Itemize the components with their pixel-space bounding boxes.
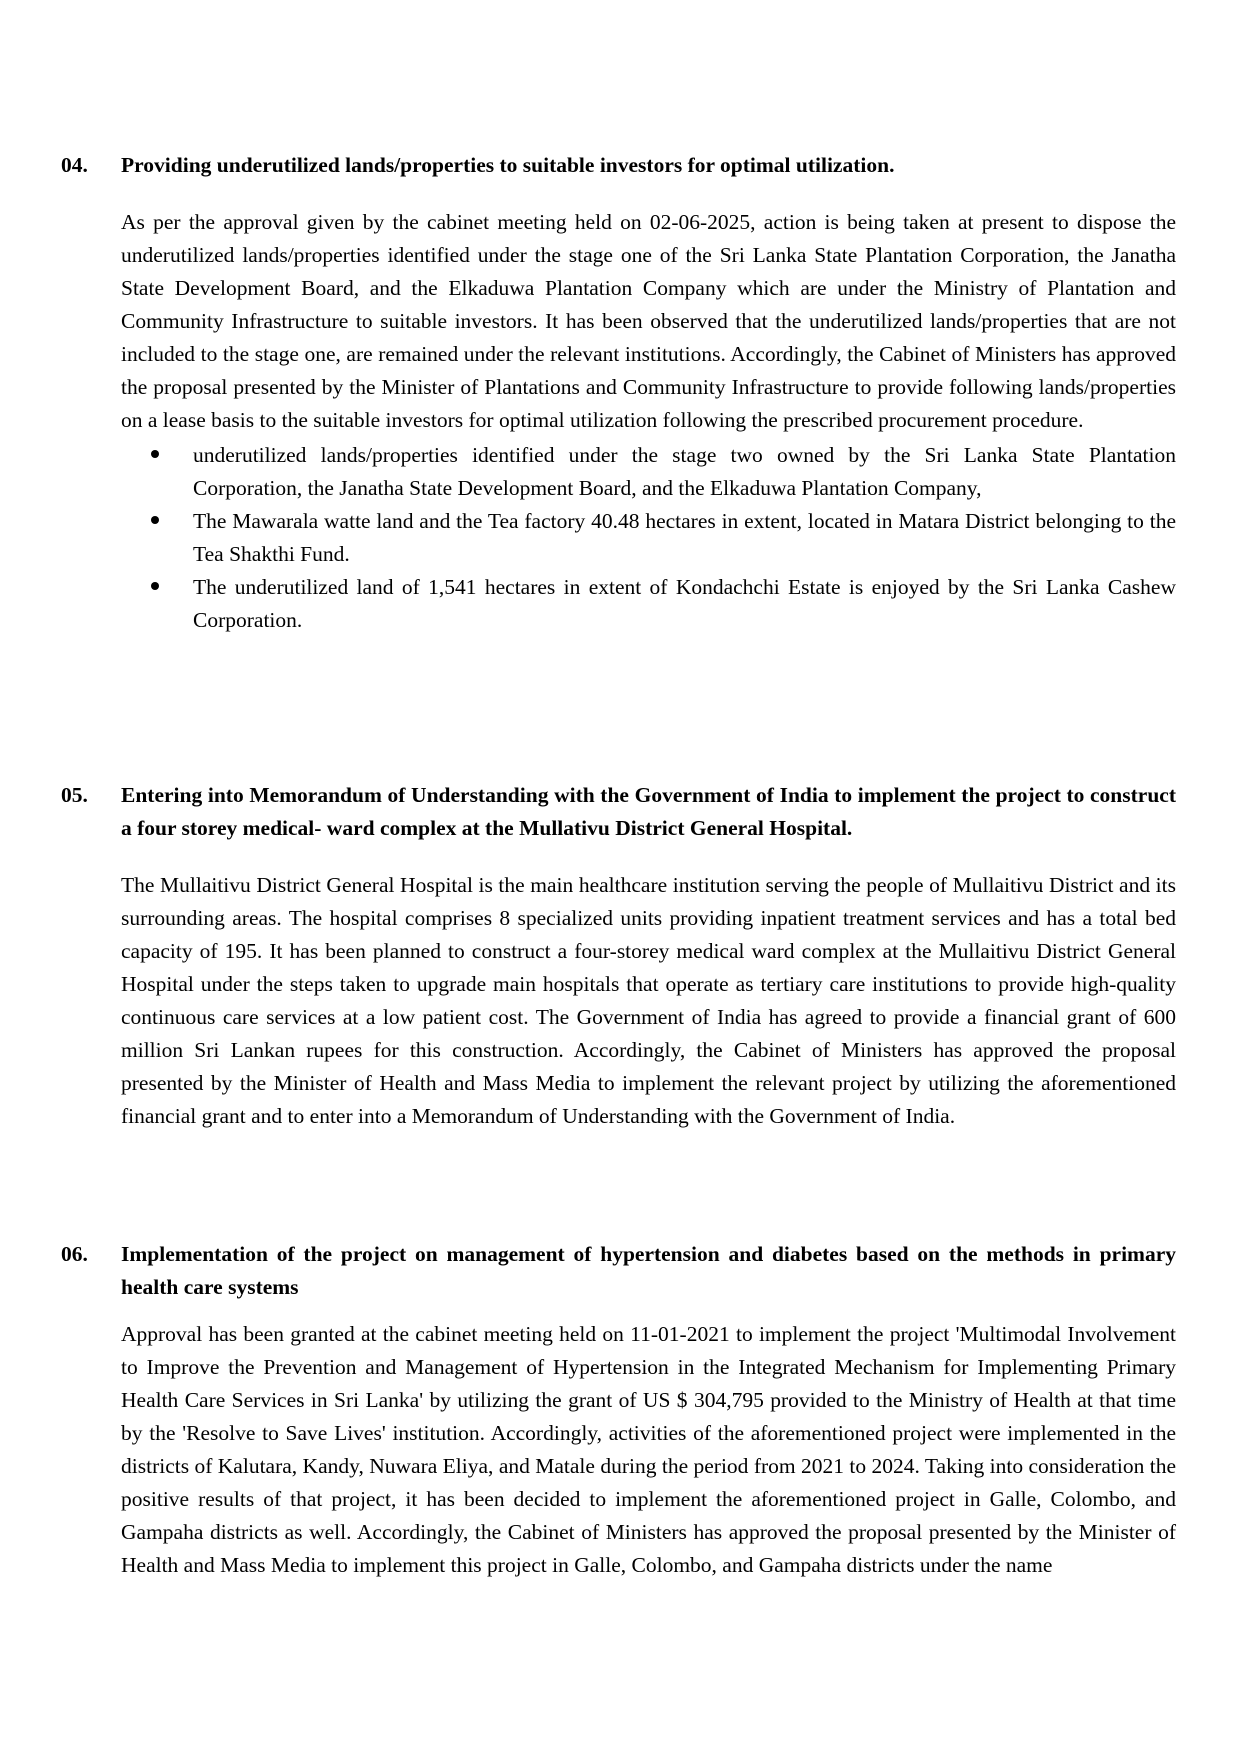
list-item-text: The Mawarala watte land and the Tea factory 40.48 hectares in extent, located in Matara District belonging to the Tea Shakthi Fund. [193,509,1176,566]
section-heading [61,779,1176,845]
section-paragraph: Approval has been granted at the cabinet meeting held on 11-01-2021 to implement the project 'Multimodal Involvement to Improve the Prevention and Management of Hypertension in the Integrated Mechanism for Implementing Primary Health Care Services in Sri Lanka' by utilizing the grant of US $ 304,795 provided to the Ministry of Health at that time by the 'Resolve to Save Lives' institution. Accordingly, activities of the aforementioned project were implemented in the districts of Kalutara, Kandy, Nuwara Eliya, and Matale during the period from 2021 to 2024. Taking into consideration the positive results of that project, it has been decided to implement the aforementioned project in Galle, Colombo, and Gampaha districts as well. Accordingly, the Cabinet of Ministers has approved the proposal presented by the Minister of Health and Mass Media to implement this project in Galle, Colombo, and Gampaha districts under the name [121,1322,1176,1577]
list-item [121,505,1176,571]
section-title: Entering into Memorandum of Understanding with the Government of India to implement the project to construct a four storey medical- ward complex at the Mullativu District General Hospital. [121,783,1176,840]
list-item-text: The underutilized land of 1,541 hectares in extent of Kondachchi Estate is enjoyed by the Sri Lanka Cashew Corporation. [193,575,1176,632]
list-item [121,439,1176,505]
bullet-list [121,439,1176,637]
section-title: Providing underutilized lands/properties to suitable investors for optimal utilization. [121,153,895,177]
section-06 [61,1238,1176,1582]
section-05 [61,779,1176,1133]
section-paragraph: The Mullaitivu District General Hospital is the main healthcare institution serving the people of Mullaitivu District and its surrounding areas. The hospital comprises 8 specialized units providing inpatient treatment services and has a total bed capacity of 195. It has been planned to construct a four-storey medical ward complex at the Mullaitivu District General Hospital under the steps taken to upgrade main hospitals that operate as tertiary care institutions to provide high-quality continuous care services at a low patient cost. The Government of India has agreed to provide a financial grant of 600 million Sri Lankan rupees for this construction. Accordingly, the Cabinet of Ministers has approved the proposal presented by the Minister of Health and Mass Media to implement the relevant project by utilizing the aforementioned financial grant and to enter into a Memorandum of Understanding with the Government of India. [121,873,1176,1128]
section-number: 04. [61,153,88,177]
section-heading [61,149,1176,182]
section-title: Implementation of the project on management of hypertension and diabetes based on the methods in primary health care systems [121,1242,1176,1299]
section-heading [61,1238,1176,1304]
list-item [121,571,1176,637]
list-item-text: underutilized lands/properties identified under the stage two owned by the Sri Lanka State Plantation Corporation, the Janatha State Development Board, and the Elkaduwa Plantation Company, [193,443,1176,500]
section-number: 05. [61,783,88,807]
section-04 [61,149,1176,637]
section-paragraph: As per the approval given by the cabinet meeting held on 02-06-2025, action is being taken at present to dispose the underutilized lands/properties identified under the stage one of the Sri Lanka State Plantation Corporation, the Janatha State Development Board, and the Elkaduwa Plantation Company which are under the Ministry of Plantation and Community Infrastructure to suitable investors. It has been observed that the underutilized lands/properties that are not included to the stage one, are remained under the relevant institutions. Accordingly, the Cabinet of Ministers has approved the proposal presented by the Minister of Plantations and Community Infrastructure to provide following lands/properties on a lease basis to the suitable investors for optimal utilization following the prescribed procurement procedure. [121,210,1176,432]
section-number: 06. [61,1242,88,1266]
